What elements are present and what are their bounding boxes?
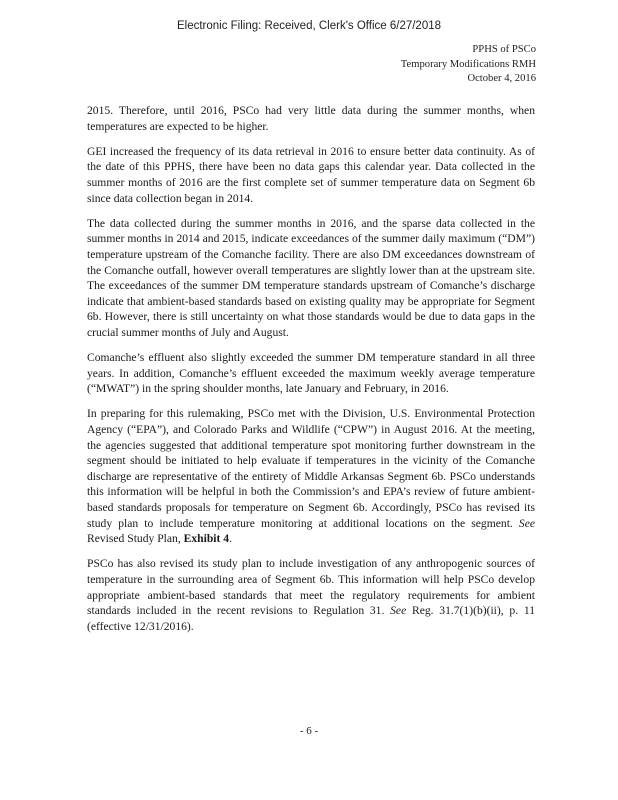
paragraph: 2015. Therefore, until 2016, PSCo had very little data during the summer months, when temperatures are expected to be higher. [87, 104, 535, 133]
document-header [401, 43, 536, 87]
document-body [87, 103, 535, 634]
citation-signal: See [390, 604, 407, 618]
paragraph: The data collected during the summer months in 2016, and the sparse data collected in the summer months in 2014 and 2015, indicate exceedances of the summer daily maximum (“DM”) temperature upstream of the Comanche facility. There are also DM exceedances downstream of the Comanche outfall, however overall temperatures are slightly lower than at the upstream site. The exceedances of the summer DM temperature standards upstream of Comanche’s discharge indicate that ambient-based standards based on existing quality may be appropriate for Segment 6b. However, there is still uncertainty on what those standards would be due to data gaps in the crucial summer months of July and August. [87, 216, 535, 339]
citation-signal: See [518, 516, 535, 530]
electronic-filing-stamp: Electronic Filing: Received, Clerk's Office 6/27/2018 [176, 20, 442, 32]
exhibit-reference: Exhibit 4 [183, 532, 230, 546]
paragraph: In preparing for this rulemaking, PSCo met with the Division, U.S. Environmental Protection Agency (“EPA”), and Colorado Parks and Wildlife (“CPW”) in August 2016. At the meeting, the agencies suggested that additional temperature spot monitoring further downstream in the segment should be initiated to help evaluate if temperatures in the vicinity of the Comanche discharge are representative of the entirety of Middle Arkansas Segment 6b. PSCo understands this information will be helpful in both the Commission’s and EPA’s review of future ambient-based standards proposals for temperature on Segment 6b. Accordingly, PSCo has revised its study plan to include temperature monitoring at additional locations on the segment. See Revised Study Plan, Exhibit 4. [87, 407, 535, 546]
header-line-3: October 4, 2016 [467, 73, 536, 84]
paragraph: Comanche’s effluent also slightly exceeded the summer DM temperature standard in all three years. In addition, Comanche’s effluent exceeded the maximum weekly average temperature (“MWAT”) in the spring shoulder months, late January and February, in 2016. [87, 351, 535, 396]
header-line-2: Temporary Modifications RMH [400, 58, 536, 70]
paragraph: GEI increased the frequency of its data retrieval in 2016 to ensure better data continuity. As of the date of this PPHS, there have been no data gaps this calendar year. Data collected in the summer months of 2016 are the first complete set of summer temperature data on Segment 6b since data collection began in 2014. [87, 144, 535, 205]
page-number: - 6 - [299, 725, 319, 737]
paragraph: PSCo has also revised its study plan to include investigation of any anthropogenic sources of temperature in the surrounding area of Segment 6b. This information will help PSCo develop appropriate ambient-based standards that meet the regulatory requirements for ambient standards included in the recent revisions to Regulation 31. See Reg. 31.7(1)(b)(ii), p. 11 (effective 12/31/2016). [87, 557, 535, 633]
header-line-1: PPHS of PSCo [472, 44, 536, 55]
